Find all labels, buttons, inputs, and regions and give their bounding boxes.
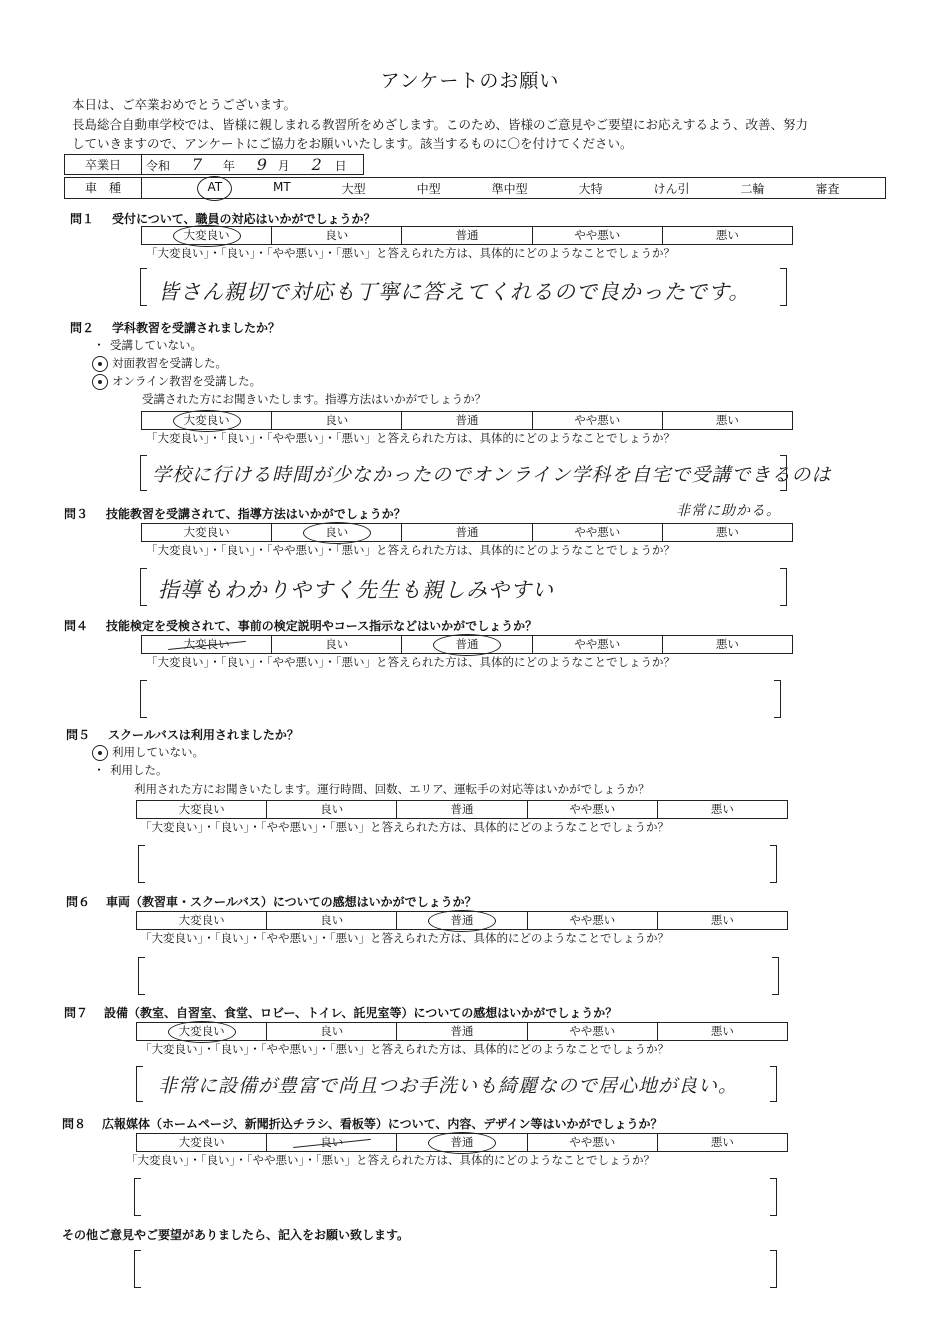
q3-text: 技能教習を受講されて、指導方法はいかがでしょうか？: [106, 507, 406, 521]
era-label: 令和: [146, 159, 171, 173]
scale-option-2[interactable]: [401, 227, 531, 244]
option-row-1[interactable]: [92, 761, 204, 779]
month-value[interactable]: 9: [256, 155, 268, 174]
q7-bracket-right: [770, 1066, 777, 1102]
q4-bracket-left: [140, 680, 147, 718]
closing-bracket-right: [770, 1250, 777, 1288]
intro-line-1: 本日は、ご卒業おめでとうございます。: [72, 97, 297, 112]
scale-option-label: やや悪い: [569, 802, 616, 816]
q5-number: 問５: [66, 728, 91, 742]
vehicle-option-2[interactable]: 大型: [341, 181, 366, 196]
year-unit: 年: [222, 159, 235, 173]
q5-text: スクールバスは利用されましたか？: [108, 728, 299, 742]
scale-option-label: 大変良い: [178, 913, 225, 927]
q4-bracket-right: [774, 680, 781, 718]
scale-option-label: 良い: [320, 1024, 344, 1038]
q7-scale: [136, 1022, 788, 1041]
scale-option-2[interactable]: [401, 524, 531, 541]
q2-bracket-left: [140, 455, 147, 491]
option-row-0[interactable]: [92, 336, 261, 354]
q8-followup: 「大変良い」・「良い」・「やや悪い」・「悪い」と答えられた方は、具体的にどのようなことでしょうか？: [126, 1153, 655, 1167]
q3-bracket-left: [140, 568, 147, 606]
q1-bracket-left: [140, 268, 147, 306]
option-row-1[interactable]: [92, 354, 261, 372]
scale-option-label: 良い: [320, 913, 344, 927]
scale-option-label: 大変良い: [183, 637, 230, 651]
q2-scale: [141, 411, 793, 430]
scale-option-label: やや悪い: [574, 228, 621, 242]
scale-option-1[interactable]: [266, 1134, 396, 1151]
scale-option-label: 悪い: [710, 1024, 734, 1038]
selection-circle: [197, 176, 232, 201]
q4-scale: [141, 635, 793, 654]
q5-followup: 「大変良い」・「良い」・「やや悪い」・「悪い」と答えられた方は、具体的にどのようなことでしょうか？: [140, 820, 669, 834]
scale-option-3[interactable]: [527, 1134, 657, 1151]
scale-option-label: 良い: [325, 525, 349, 539]
scale-option-label: 普通: [455, 525, 479, 539]
q8-number: 問８: [62, 1117, 87, 1131]
option-label: 利用した。: [110, 763, 168, 777]
day-value[interactable]: 2: [311, 155, 323, 174]
option-label: オンライン教習を受講した。: [112, 374, 262, 388]
scale-option-3[interactable]: [527, 912, 657, 929]
scale-option-label: 普通: [455, 413, 479, 427]
scale-option-3[interactable]: [527, 801, 657, 818]
q1-scale: [141, 226, 793, 245]
scale-option-2[interactable]: [396, 1023, 526, 1040]
scale-option-label: 良い: [325, 637, 349, 651]
scale-option-label: 悪い: [715, 525, 739, 539]
q8-bracket-left: [134, 1178, 141, 1216]
q6-followup: 「大変良い」・「良い」・「やや悪い」・「悪い」と答えられた方は、具体的にどのようなことでしょうか？: [140, 931, 669, 945]
q2-comment[interactable]: 学校に行ける時間が少なかったのでオンライン学科を自宅で受講できるのは: [152, 464, 832, 486]
q2-sub: 受講された方にお聞きいたします。指導方法はいかがでしょうか？: [142, 392, 487, 406]
closing-text: その他ご意見やご要望がありましたら、記入をお願い致します。: [62, 1228, 410, 1242]
scale-option-0[interactable]: [142, 524, 271, 541]
q5-bracket-left: [138, 845, 145, 883]
scale-option-2[interactable]: [396, 912, 526, 929]
q5-scale: [136, 800, 788, 819]
scale-option-0[interactable]: [142, 412, 271, 429]
scale-option-0[interactable]: [137, 1134, 266, 1151]
scale-option-4[interactable]: [662, 636, 792, 653]
scale-option-label: 悪い: [715, 637, 739, 651]
option-row-2[interactable]: [92, 372, 261, 390]
scale-option-4[interactable]: [657, 912, 787, 929]
scale-option-0[interactable]: [137, 801, 266, 818]
scale-option-label: やや悪い: [569, 913, 616, 927]
day-unit: 日: [334, 159, 347, 173]
q4-followup: 「大変良い」・「良い」・「やや悪い」・「悪い」と答えられた方は、具体的にどのようなことでしょうか？: [146, 655, 675, 669]
vehicle-option-5[interactable]: 大特: [578, 181, 603, 196]
year-value[interactable]: 7: [191, 155, 204, 174]
vehicle-option-0[interactable]: AT: [203, 180, 226, 197]
scale-option-2[interactable]: [396, 1134, 526, 1151]
closing-bracket-left: [134, 1250, 141, 1288]
q7-followup: 「大変良い」・「良い」・「やや悪い」・「悪い」と答えられた方は、具体的にどのようなことでしょうか？: [140, 1042, 669, 1056]
scale-option-3[interactable]: [532, 636, 662, 653]
q1-text: 受付について、職員の対応はいかがでしょうか？: [112, 212, 376, 226]
bullet-icon: ・: [93, 338, 105, 352]
scale-option-label: やや悪い: [574, 525, 621, 539]
scale-option-3[interactable]: [532, 412, 662, 429]
scale-option-0[interactable]: [142, 636, 271, 653]
scale-option-3[interactable]: [527, 1023, 657, 1040]
q5-options: [92, 743, 204, 779]
q3-comment[interactable]: 指導もわかりやすく先生も親しみやすい: [158, 578, 554, 602]
option-label: 対面教習を受講した。: [112, 356, 227, 370]
scale-option-label: 普通: [450, 913, 474, 927]
month-unit: 月: [277, 159, 290, 173]
q2-bracket-right: [780, 455, 787, 491]
scale-option-1[interactable]: [271, 412, 401, 429]
q8-text: 広報媒体（ホームページ、新聞折込チラシ、看板等）について、内容、デザイン等はいかがでしょうか？: [102, 1117, 663, 1131]
vehicle-option-4[interactable]: 準中型: [491, 181, 528, 196]
q1-bracket-right: [780, 268, 787, 306]
scale-option-label: 悪い: [710, 802, 734, 816]
scale-option-label: 普通: [450, 1135, 474, 1149]
scale-option-label: 良い: [320, 1135, 344, 1149]
scale-option-4[interactable]: [662, 227, 792, 244]
q1-followup: 「大変良い」・「良い」・「やや悪い」・「悪い」と答えられた方は、具体的にどのようなことでしょうか？: [146, 246, 675, 260]
scale-option-label: 普通: [455, 637, 479, 651]
q6-bracket-left: [138, 957, 145, 995]
vehicle-option-1[interactable]: MT: [273, 179, 291, 194]
scale-option-1[interactable]: [266, 801, 396, 818]
scale-option-label: 大変良い: [183, 228, 230, 242]
vehicle-option-7[interactable]: 二輪: [740, 181, 765, 196]
scale-option-label: 悪い: [715, 413, 739, 427]
scale-option-label: 大変良い: [178, 802, 225, 816]
option-label: 利用していない。: [112, 745, 204, 759]
scale-option-label: 良い: [325, 413, 349, 427]
q7-comment[interactable]: 非常に設備が豊富で尚且つお手洗いも綺麗なので居心地が良い。: [158, 1075, 739, 1097]
option-label: 受講していない。: [110, 338, 202, 352]
page-title: アンケートのお願い: [380, 70, 560, 92]
q4-number: 問４: [64, 619, 89, 633]
scale-option-4[interactable]: [657, 1134, 787, 1151]
scale-option-label: 普通: [455, 228, 479, 242]
scale-option-4[interactable]: [662, 524, 792, 541]
scale-option-label: 良い: [325, 228, 349, 242]
scale-option-0[interactable]: [137, 912, 266, 929]
q2-text: 学科教習を受講されましたか？: [112, 321, 281, 335]
bullet-icon: ・: [93, 763, 105, 777]
q2-followup: 「大変良い」・「良い」・「やや悪い」・「悪い」と答えられた方は、具体的にどのようなことでしょうか？: [146, 431, 675, 445]
scale-option-1[interactable]: [266, 1023, 396, 1040]
scale-option-4[interactable]: [662, 412, 792, 429]
graduation-label: 卒業日: [65, 155, 142, 175]
scale-option-2[interactable]: [401, 412, 531, 429]
q1-comment[interactable]: 皆さん親切で対応も丁寧に答えてくれるので良かったです。: [158, 280, 751, 304]
option-row-0[interactable]: [92, 743, 204, 761]
q3-bracket-right: [780, 568, 787, 606]
q7-number: 問７: [64, 1006, 89, 1020]
q1-number: 問１: [70, 212, 95, 226]
checked-circle-icon: [92, 356, 108, 372]
q6-bracket-right: [772, 957, 779, 995]
scale-option-label: 大変良い: [178, 1135, 225, 1149]
scale-option-label: 普通: [450, 802, 474, 816]
q7-bracket-left: [136, 1066, 143, 1102]
scale-option-label: 普通: [450, 1024, 474, 1038]
scale-option-4[interactable]: [657, 1023, 787, 1040]
scale-option-2[interactable]: [396, 801, 526, 818]
q2-options: [92, 336, 261, 390]
intro-line-2: 長島総合自動車学校では、皆様に親しまれる教習所をめざします。このため、皆様のご意見やご要望にお応えするよう、改善、努力: [72, 117, 809, 132]
q4-text: 技能検定を受検されて、事前の検定説明やコース指示などはいかがでしょうか？: [106, 619, 538, 633]
vehicle-type-row: [64, 177, 886, 199]
q6-scale: [136, 911, 788, 930]
q6-number: 問６: [66, 895, 91, 909]
intro-line-3: していきますので、アンケートにご協力をお願いいたします。該当するものに〇を付けてください。: [72, 136, 633, 151]
vehicle-label: 車 種: [65, 178, 142, 198]
scale-option-label: 良い: [320, 802, 344, 816]
scale-option-3[interactable]: [532, 227, 662, 244]
q7-text: 設備（教室、自習室、食堂、ロビー、トイレ、託児室等）についての感想はいかがでしょうか？: [104, 1006, 618, 1020]
q5-bracket-right: [770, 845, 777, 883]
scale-option-label: 大変良い: [178, 1024, 225, 1038]
scale-option-3[interactable]: [532, 524, 662, 541]
scale-option-1[interactable]: [271, 227, 401, 244]
scale-option-4[interactable]: [657, 801, 787, 818]
vehicle-option-6[interactable]: けん引: [653, 181, 690, 196]
checked-circle-icon: [92, 745, 108, 761]
scale-option-label: 悪い: [715, 228, 739, 242]
scale-option-label: やや悪い: [569, 1024, 616, 1038]
scale-option-label: やや悪い: [574, 637, 621, 651]
scale-option-label: 大変良い: [183, 413, 230, 427]
scale-option-0[interactable]: [137, 1023, 266, 1040]
scale-option-label: 大変良い: [183, 525, 230, 539]
vehicle-option-8[interactable]: 審査: [815, 181, 840, 196]
scale-option-label: 悪い: [710, 913, 734, 927]
q3-scale: [141, 523, 793, 542]
graduation-date-table: [64, 154, 364, 175]
scale-option-1[interactable]: [266, 912, 396, 929]
scale-option-label: やや悪い: [574, 413, 621, 427]
vehicle-option-3[interactable]: 中型: [416, 181, 441, 196]
scale-option-0[interactable]: [142, 227, 271, 244]
checked-circle-icon: [92, 374, 108, 390]
scale-option-label: 悪い: [710, 1135, 734, 1149]
scale-option-1[interactable]: [271, 524, 401, 541]
q2-comment-extra[interactable]: 非常に助かる。: [676, 503, 781, 519]
q2-number: 問２: [70, 321, 95, 335]
scale-option-1[interactable]: [271, 636, 401, 653]
scale-option-label: やや悪い: [569, 1135, 616, 1149]
q5-sub: 利用された方にお聞きいたします。運行時間、回数、エリア、運転手の対応等はいかがでしょうか？: [134, 782, 650, 796]
q8-scale: [136, 1133, 788, 1152]
q8-bracket-right: [770, 1178, 777, 1216]
q3-number: 問３: [64, 507, 89, 521]
vehicle-options: [142, 180, 885, 197]
q3-followup: 「大変良い」・「良い」・「やや悪い」・「悪い」と答えられた方は、具体的にどのようなことでしょうか？: [146, 543, 675, 557]
scale-option-2[interactable]: [401, 636, 531, 653]
q6-text: 車両（教習車・スクールバス）についての感想はいかがでしょうか？: [106, 895, 477, 909]
